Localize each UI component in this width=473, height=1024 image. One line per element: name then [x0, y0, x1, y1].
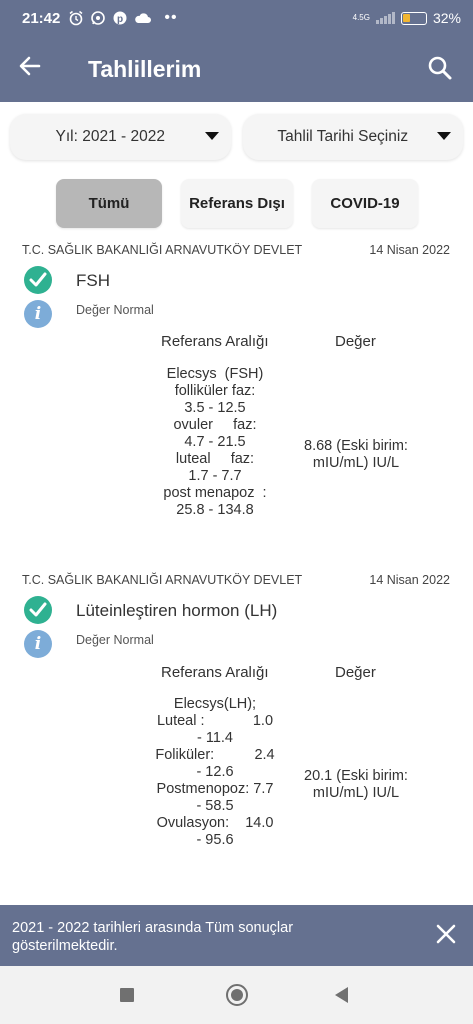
- svg-text:p: p: [117, 14, 124, 25]
- test-date-dropdown-label: Tahlil Tarihi Seçiniz: [277, 128, 409, 145]
- year-dropdown-label: Yıl: 2021 - 2022: [55, 128, 165, 145]
- year-dropdown[interactable]: [10, 114, 231, 160]
- close-icon: [435, 923, 457, 945]
- search-icon: [427, 55, 453, 81]
- system-back-button[interactable]: [335, 987, 348, 1003]
- info-icon[interactable]: i: [24, 630, 52, 658]
- reference-range-text: Elecsys (FSH) folliküler faz: 3.5 - 12.5 ovuler faz: 4.7 - 21.5 luteal faz: 1.7 - 7.7 post menapoz : 25.8 - 134.8: [163, 366, 267, 518]
- hospital-name: T.C. SAĞLIK BAKANLIĞI ARNAVUTKÖY DEVLET: [22, 243, 303, 257]
- result-date: 14 Nisan 2022: [369, 243, 450, 257]
- battery-percent: 32%: [432, 10, 461, 26]
- check-circle-icon: [24, 596, 52, 624]
- value-header: Değer: [335, 333, 376, 350]
- result-date: 14 Nisan 2022: [369, 573, 450, 587]
- test-name: Lüteinleştiren hormon (LH): [76, 601, 278, 620]
- result-status: Değer Normal: [76, 633, 154, 647]
- snackbar: [0, 905, 473, 966]
- back-button[interactable]: [18, 53, 58, 85]
- hospital-name: T.C. SAĞLIK BAKANLIĞI ARNAVUTKÖY DEVLET: [22, 573, 303, 587]
- tab-all[interactable]: Tümü: [56, 179, 162, 228]
- network-type: 4.5G: [352, 13, 370, 22]
- test-name: FSH: [76, 271, 110, 290]
- signal-icon: [376, 12, 395, 24]
- info-icon[interactable]: i: [24, 300, 52, 328]
- battery-icon: [401, 12, 427, 25]
- result-value: 8.68 (Eski birim: mIU/mL) IU/L: [304, 438, 408, 471]
- value-header: Değer: [335, 664, 376, 681]
- reference-range-header: Referans Aralığı: [161, 333, 269, 350]
- result-value: 20.1 (Eski birim: mIU/mL) IU/L: [304, 768, 408, 801]
- snackbar-close-button[interactable]: [435, 923, 457, 945]
- result-status: Değer Normal: [76, 303, 154, 317]
- system-nav-bar: [0, 966, 473, 1024]
- snackbar-message: 2021 - 2022 tarihleri arasında Tüm sonuçlar gösterilmektedir.: [12, 920, 294, 954]
- check-circle-icon: [24, 266, 52, 294]
- reference-range-header: Referans Aralığı: [161, 664, 269, 681]
- filter-tabs: [56, 179, 418, 228]
- more-notifications-icon: ••: [164, 9, 178, 26]
- tab-covid-19[interactable]: COVID-19: [312, 179, 418, 228]
- tab-out-of-reference[interactable]: Referans Dışı: [181, 179, 293, 228]
- cloud-icon: [134, 11, 152, 25]
- filters: [10, 114, 463, 160]
- pinterest-icon: [112, 10, 128, 26]
- reference-range-text: Elecsys(LH); Luteal : 1.0 - 11.4 Foliküler: 2.4 - 12.6 Postmenopoz: 7.7 - 58.5 Ovulasyon: 14.0 - 95.6: [155, 696, 275, 848]
- clock: 21:42: [22, 9, 61, 27]
- arrow-left-icon: [18, 54, 42, 78]
- home-button[interactable]: [226, 984, 248, 1006]
- app-bar: [0, 36, 473, 102]
- whatsapp-icon: [90, 10, 106, 26]
- test-date-dropdown[interactable]: [243, 114, 464, 160]
- search-button[interactable]: [427, 55, 455, 83]
- status-bar: [0, 0, 473, 36]
- alarm-icon: [68, 10, 84, 26]
- recent-apps-button[interactable]: [120, 988, 134, 1002]
- caret-down-icon: [437, 132, 451, 140]
- page-title: Tahlillerim: [88, 55, 202, 82]
- caret-down-icon: [205, 132, 219, 140]
